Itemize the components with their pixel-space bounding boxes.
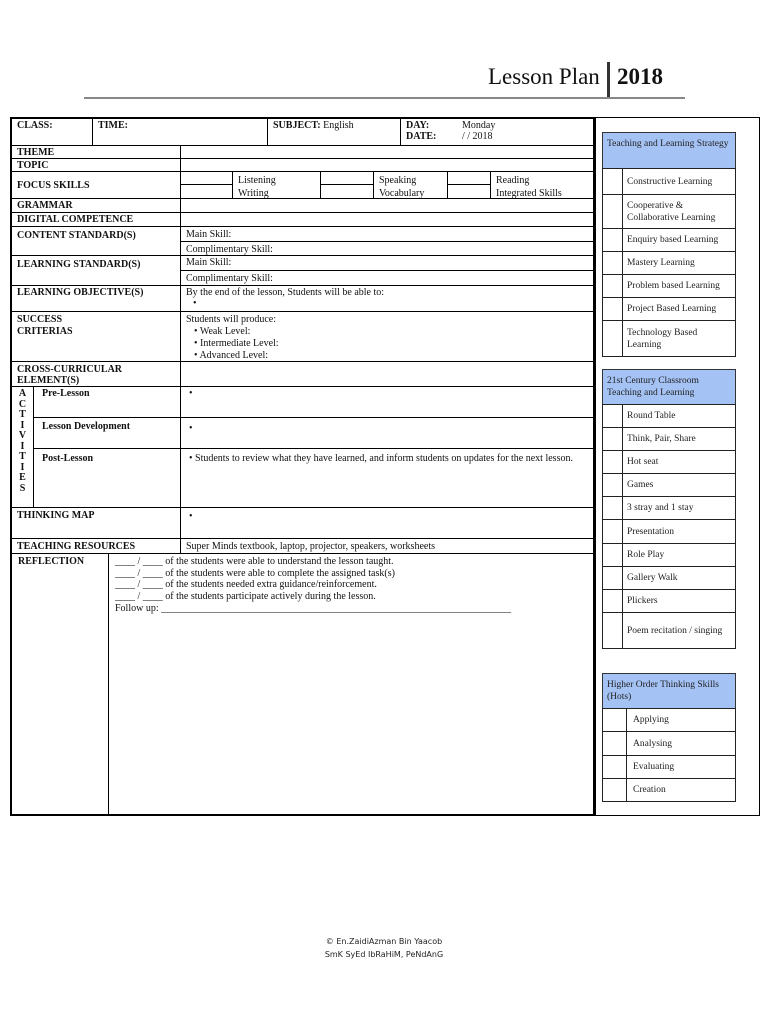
reflection-line: ____ / ____ of the students were able to understand the lesson taught. xyxy=(115,556,394,567)
objective-intro: By the end of the lesson, Students will be able to: xyxy=(186,287,385,298)
column-divider xyxy=(594,117,596,816)
panel-item: Poem recitation / singing xyxy=(622,612,736,649)
page-title: Lesson Plan xyxy=(488,64,600,89)
panel-checkbox[interactable] xyxy=(602,427,623,451)
panel-item: Cooperative & Collaborative Learning xyxy=(622,194,736,229)
skill-integrated: Integrated Skills xyxy=(496,188,562,199)
panel-item: Constructive Learning xyxy=(622,168,736,195)
page-year: 2018 xyxy=(617,64,663,89)
footer-copyright: © En.ZaidiAzman Bin Yaacob xyxy=(325,937,443,946)
panel-item: Games xyxy=(622,473,736,497)
post-lesson-label: Post-Lesson xyxy=(33,448,181,508)
learning-main-skill[interactable]: Main Skill: xyxy=(180,255,594,271)
content-standard-label: CONTENT STANDARD(S) xyxy=(11,226,181,256)
panel-checkbox[interactable] xyxy=(602,274,623,298)
reflection-line: ____ / ____ of the students participate actively during the lesson. xyxy=(115,591,376,603)
panel-checkbox[interactable] xyxy=(602,755,627,779)
grammar-label: GRAMMAR xyxy=(11,198,181,213)
post-lesson-input[interactable]: • Students to review what they have learned, and inform students on updates for the next lesson. xyxy=(180,448,594,508)
level-advanced: • Advanced Level: xyxy=(194,350,269,361)
skill-speaking-vocabulary xyxy=(373,171,448,199)
date-label: DATE: xyxy=(406,131,437,142)
time-field[interactable] xyxy=(92,118,268,146)
follow-up-line: Follow up: ______________________________________________________________________ xyxy=(115,602,512,614)
panel-item: Mastery Learning xyxy=(622,251,736,275)
panel-item: Plickers xyxy=(622,589,736,613)
topic-input[interactable] xyxy=(180,158,594,172)
class-field[interactable] xyxy=(11,118,93,146)
topic-label: TOPIC xyxy=(11,158,181,172)
checkbox-vocabulary[interactable] xyxy=(320,184,374,199)
panel-item: Technology Based Learning xyxy=(622,320,736,357)
success-input[interactable] xyxy=(180,311,594,362)
panel-checkbox[interactable] xyxy=(602,519,623,544)
skill-reading-integrated xyxy=(490,171,594,199)
footer-school: SmK SyEd IbRaHiM, PeNdAnG xyxy=(324,950,444,959)
cross-curricular-label: CROSS-CURRICULAR ELEMENT(S) xyxy=(11,361,181,387)
checkbox-reading[interactable] xyxy=(447,171,491,185)
checkbox-writing[interactable] xyxy=(180,184,233,199)
focus-skills-label: FOCUS SKILLS xyxy=(11,171,181,199)
theme-input[interactable] xyxy=(180,145,594,159)
thinking-map-label: THINKING MAP xyxy=(11,507,181,539)
success-label: SUCCESS CRITERIAS xyxy=(11,311,181,362)
panel-item: Enquiry based Learning xyxy=(622,228,736,252)
reflection-label: REFLECTION xyxy=(11,553,109,815)
day-label: DAY: xyxy=(406,120,430,131)
theme-label: THEME xyxy=(11,145,181,159)
skill-vocabulary: Vocabulary xyxy=(379,188,425,199)
skill-reading: Reading xyxy=(496,175,530,186)
panel-checkbox[interactable] xyxy=(602,473,623,497)
title-divider xyxy=(607,62,610,98)
panel-item: Creation xyxy=(626,778,736,802)
panel-checkbox[interactable] xyxy=(602,297,623,321)
thinking-map-input[interactable]: • xyxy=(180,507,594,539)
content-main-skill[interactable]: Main Skill: xyxy=(180,226,594,242)
panel-item: Problem based Learning xyxy=(622,274,736,298)
panel-checkbox[interactable] xyxy=(602,543,623,567)
skill-writing: Writing xyxy=(238,188,269,199)
lesson-dev-input[interactable]: • xyxy=(180,417,594,449)
subject-field[interactable] xyxy=(267,118,401,146)
learning-standard-label: LEARNING STANDARD(S) xyxy=(11,255,181,286)
skill-speaking: Speaking xyxy=(379,175,417,186)
panel-checkbox[interactable] xyxy=(602,251,623,275)
objective-label: LEARNING OBJECTIVE(S) xyxy=(11,285,181,312)
checkbox-listening[interactable] xyxy=(180,171,233,185)
pre-lesson-input[interactable]: • xyxy=(180,386,594,418)
checkbox-speaking[interactable] xyxy=(320,171,374,185)
checkbox-integrated[interactable] xyxy=(447,184,491,199)
panel-item: Applying xyxy=(626,708,736,732)
reflection-line: ____ / ____ of the students were able to complete the assigned task(s) xyxy=(115,567,395,579)
content-comp-skill[interactable]: Complimentary Skill: xyxy=(180,241,594,256)
success-intro: Students will produce: xyxy=(186,314,276,325)
subject-label: SUBJECT: xyxy=(273,120,321,131)
cross-curricular-input[interactable] xyxy=(180,361,594,387)
panel-item: Round Table xyxy=(622,404,736,428)
digital-input[interactable] xyxy=(180,212,594,227)
panel-item: Analysing xyxy=(626,731,736,756)
panel-item: Project Based Learning xyxy=(622,297,736,321)
level-intermediate: • Intermediate Level: xyxy=(194,338,279,349)
digital-label: DIGITAL COMPETENCE xyxy=(11,212,181,227)
panel-item: 3 stray and 1 stay xyxy=(622,496,736,520)
panel-checkbox[interactable] xyxy=(602,404,623,428)
bullet: • xyxy=(193,298,197,309)
panel-checkbox[interactable] xyxy=(602,778,627,802)
skill-listening-writing xyxy=(232,171,321,199)
panel-checkbox[interactable] xyxy=(602,612,623,649)
lesson-dev-label: Lesson Development xyxy=(33,417,181,449)
reflection-line: ____ / ____ of the students needed extra guidance/reinforcement. xyxy=(115,579,377,591)
date-value: / / 2018 xyxy=(462,131,493,142)
pre-lesson-label: Pre-Lesson xyxy=(33,386,181,418)
panel-checkbox[interactable] xyxy=(602,731,627,756)
panel-checkbox[interactable] xyxy=(602,194,623,229)
panel-checkbox[interactable] xyxy=(602,708,627,732)
class-label: CLASS: xyxy=(17,120,53,131)
objective-input[interactable] xyxy=(180,285,594,312)
footer xyxy=(0,935,768,961)
panel-checkbox[interactable] xyxy=(602,589,623,613)
panel-header: Higher Order Thinking Skills (Hots) xyxy=(602,673,736,709)
panel-checkbox[interactable] xyxy=(602,450,623,474)
panel-checkbox[interactable] xyxy=(602,566,623,590)
learning-comp-skill[interactable]: Complimentary Skill: xyxy=(180,270,594,286)
header-rule xyxy=(84,97,685,99)
panel-checkbox[interactable] xyxy=(602,228,623,252)
day-value: Monday xyxy=(462,120,496,131)
panel-checkbox[interactable] xyxy=(602,496,623,520)
panel-item: Gallery Walk xyxy=(622,566,736,590)
grammar-input[interactable] xyxy=(180,198,594,213)
time-label: TIME: xyxy=(98,120,128,131)
panel-header: Teaching and Learning Strategy xyxy=(602,132,736,169)
panel-item: Role Play xyxy=(622,543,736,567)
panel-item: Hot seat xyxy=(622,450,736,474)
activities-label: A C T I V I T I E S xyxy=(11,386,34,508)
resources-input[interactable]: Super Minds textbook, laptop, projector, speakers, worksheets xyxy=(180,538,594,554)
skill-listening: Listening xyxy=(238,175,276,186)
panel-checkbox[interactable] xyxy=(602,168,623,195)
panel-item: Evaluating xyxy=(626,755,736,779)
level-weak: • Weak Level: xyxy=(194,326,251,337)
panel-item: Think, Pair, Share xyxy=(622,427,736,451)
resources-label: TEACHING RESOURCES xyxy=(11,538,181,554)
panel-item: Presentation xyxy=(622,519,736,544)
panel-checkbox[interactable] xyxy=(602,320,623,357)
panel-header: 21st Century Classroom Teaching and Learning xyxy=(602,369,736,405)
reflection-input[interactable] xyxy=(108,553,594,815)
subject-value: English xyxy=(323,120,354,131)
day-date-field[interactable] xyxy=(400,118,594,146)
